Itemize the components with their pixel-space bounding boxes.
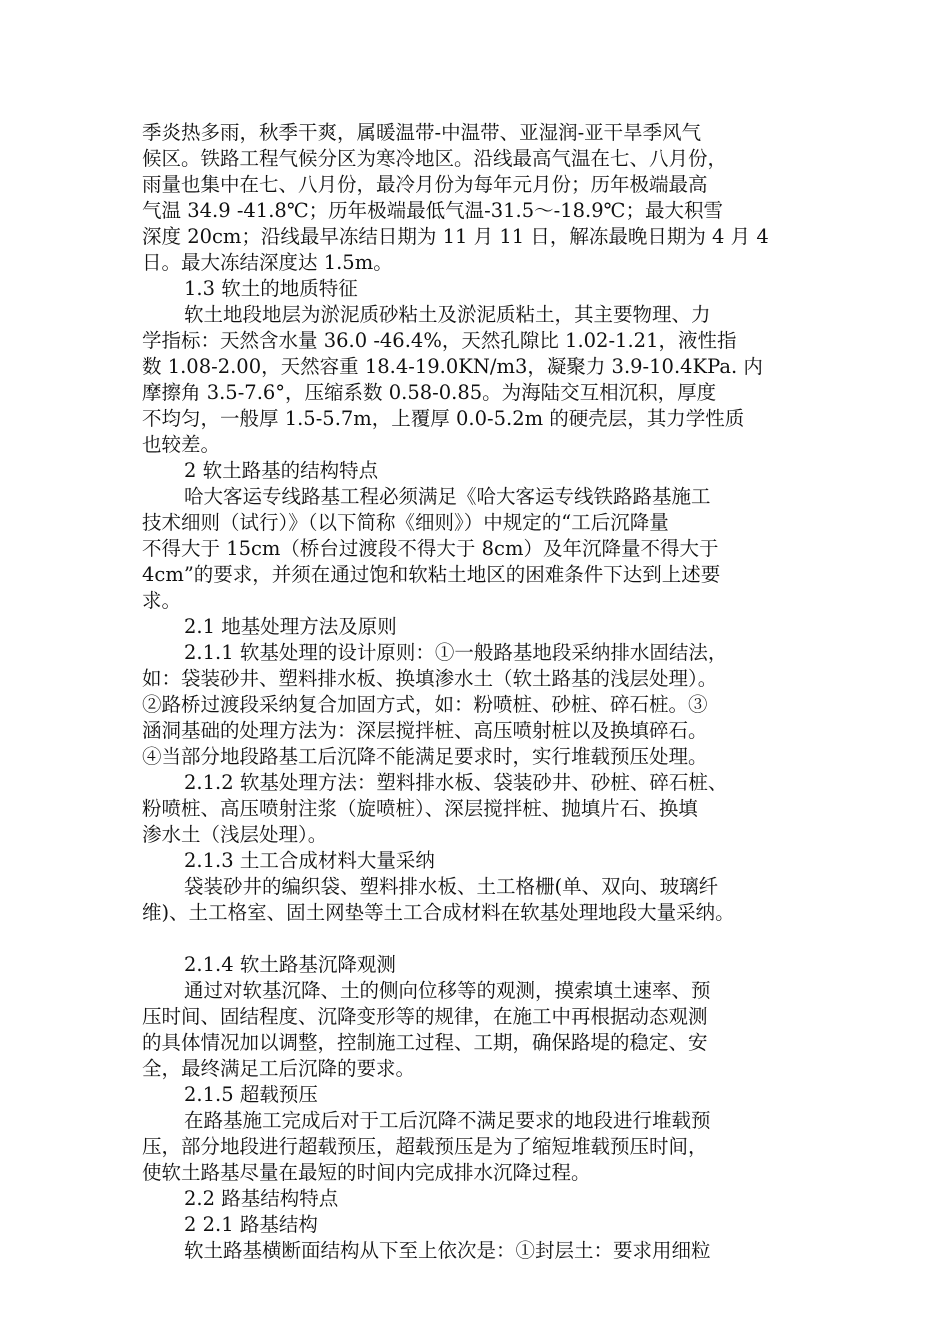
text-line: 2.1.5 超载预压 xyxy=(184,1083,318,1106)
text-line: 技术细则（试行）》（以下简称《细则》）中规定的“工后沉降量 xyxy=(142,511,669,534)
text-line: 深度 20cm；沿线最早冻结日期为 11 月 11 日，解冻最晚日期为 4 月 4 xyxy=(142,225,769,248)
text-line: ②路桥过渡段采纳复合加固方式，如：粉喷桩、砂桩、碎石桩。③ xyxy=(142,693,708,716)
text-line: 摩擦角 3.5-7.6°，压缩系数 0.58-0.85。为海陆交互相沉积，厚度 xyxy=(142,381,717,404)
text-line: 软土路基横断面结构从下至上依次是：①封层土：要求用细粒 xyxy=(184,1239,711,1262)
text-line: 不得大于 15cm（桥台过渡段不得大于 8cm）及年沉降量不得大于 xyxy=(142,537,719,560)
text-line: 涵洞基础的处理方法为：深层搅拌桩、高压喷射桩以及换填碎石。 xyxy=(142,719,708,742)
text-line: 软土地段地层为淤泥质砂粘土及淤泥质粘土，其主要物理、力 xyxy=(184,303,711,326)
text-line: 2.1 地基处理方法及原则 xyxy=(184,615,397,638)
text-line: 维)、土工格室、固土网垫等土工合成材料在软基处理地段大量采纳。 xyxy=(142,901,735,924)
text-line: 学指标：天然含水量 36.0 -46.4%，天然孔隙比 1.02-1.21，液性指 xyxy=(142,329,737,352)
text-line: 在路基施工完成后对于工后沉降不满足要求的地段进行堆载预 xyxy=(184,1109,711,1132)
text-line: ④当部分地段路基工后沉降不能满足要求时，实行堆载预压处理。 xyxy=(142,745,708,768)
text-line: 2.1.1 软基处理的设计原则：①一般路基地段采纳排水固结法， xyxy=(184,641,728,664)
text-line: 日。最大冻结深度达 1.5m。 xyxy=(142,251,393,274)
text-line: 压，部分地段进行超载预压，超载预压是为了缩短堆载预压时间， xyxy=(142,1135,708,1158)
text-line: 的具体情况加以调整，控制施工过程、工期，确保路堤的稳定、安 xyxy=(142,1031,708,1054)
text-line: 2 2.1 路基结构 xyxy=(184,1213,318,1236)
text-line: 哈大客运专线路基工程必须满足《哈大客运专线铁路路基施工 xyxy=(184,485,711,508)
blank-line xyxy=(142,926,822,952)
text-line: 不均匀，一般厚 1.5-5.7m，上覆厚 0.0-5.2m 的硬壳层，其力学性质 xyxy=(142,407,745,430)
text-line: 压时间、固结程度、沉降变形等的规律，在施工中再根据动态观测 xyxy=(142,1005,708,1028)
text-line: 求。 xyxy=(142,589,182,612)
text-line: 候区。铁路工程气候分区为寒冷地区。沿线最高气温在七、八月份， xyxy=(142,147,728,170)
text-line: 2.1.2 软基处理方法：塑料排水板、袋装砂井、砂桩、碎石桩、 xyxy=(184,771,728,794)
text-line: 也较差。 xyxy=(142,433,221,456)
text-line: 2.2 路基结构特点 xyxy=(184,1187,339,1210)
text-line: 全，最终满足工后沉降的要求。 xyxy=(142,1057,416,1080)
text-line: 2.1.4 软土路基沉降观测 xyxy=(184,953,396,976)
text-line: 气温 34.9 -41.8℃；历年极端最低气温-31.5～-18.9℃；最大积雪 xyxy=(142,199,723,222)
text-line: 季炎热多雨，秋季干爽，属暖温带-中温带、亚湿润-亚干旱季风气 xyxy=(142,121,702,144)
text-line: 4cm”的要求，并须在通过饱和软粘土地区的困难条件下达到上述要 xyxy=(142,563,721,586)
text-line: 通过对软基沉降、土的侧向位移等的观测，摸索填土速率、预 xyxy=(184,979,711,1002)
text-line: 使软土路基尽量在最短的时间内完成排水沉降过程。 xyxy=(142,1161,591,1184)
text-line: 数 1.08-2.00，天然容重 18.4-19.0KN/m3，凝聚力 3.9-10.4KPa. 内 xyxy=(142,355,763,378)
text-line: 渗水土（浅层处理）。 xyxy=(142,823,328,846)
text-line: 袋装砂井的编织袋、塑料排水板、土工格栅(单、双向、玻璃纤 xyxy=(184,875,719,898)
text-line: 雨量也集中在七、八月份，最冷月份为每年元月份；历年极端最高 xyxy=(142,173,708,196)
text-line: 2 软土路基的结构特点 xyxy=(184,459,379,482)
text-line: 2.1.3 土工合成材料大量采纳 xyxy=(184,849,435,872)
text-line: 粉喷桩、高压喷射注浆（旋喷桩）、深层搅拌桩、抛填片石、换填 xyxy=(142,797,698,820)
text-line: 1.3 软土的地质特征 xyxy=(184,277,358,300)
text-line: 如：袋装砂井、塑料排水板、换填渗水土（软土路基的浅层处理）。 xyxy=(142,667,718,690)
document-body xyxy=(142,120,822,1264)
